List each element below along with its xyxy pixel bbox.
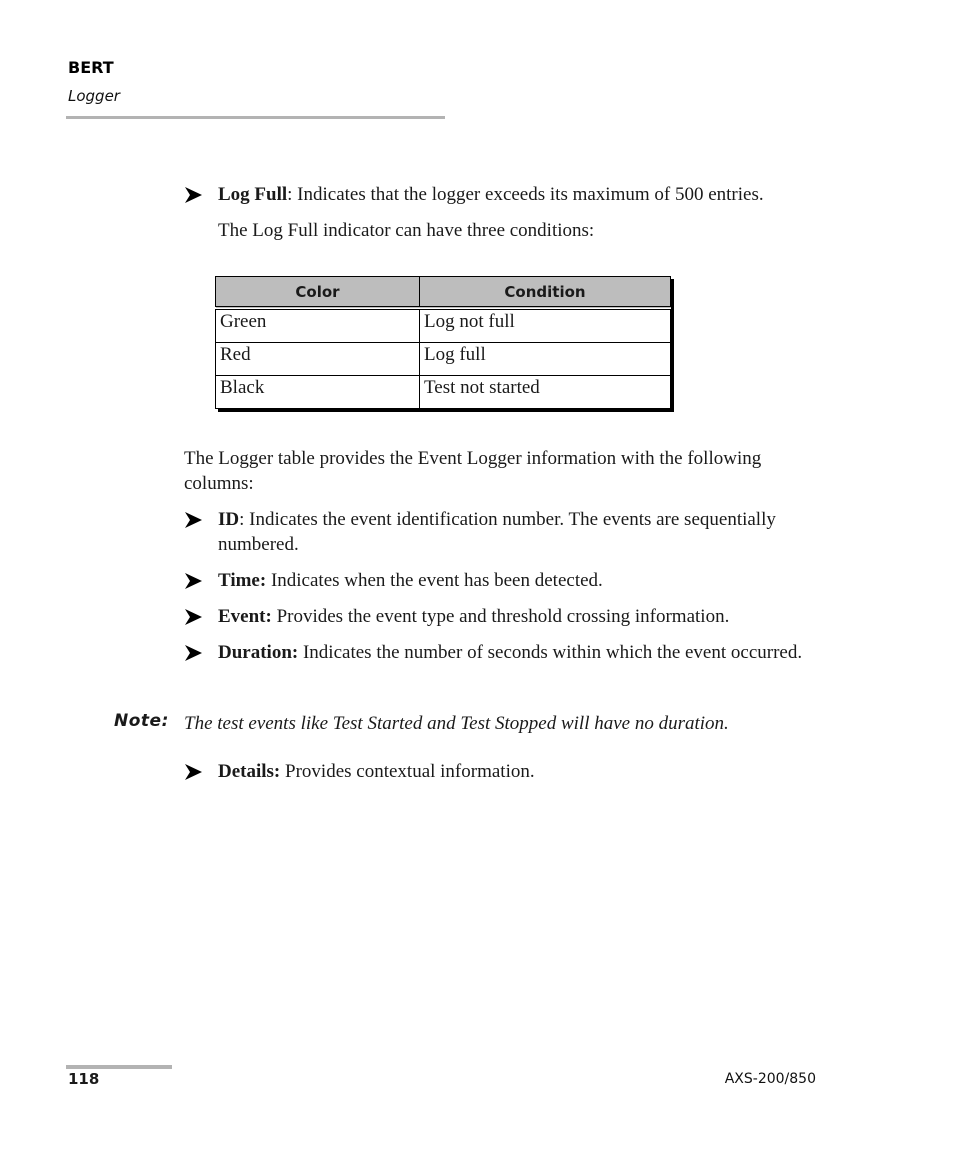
footer-rule [66, 1065, 172, 1069]
table-cell-condition: Log not full [420, 308, 671, 343]
bullet-term: Log Full [218, 184, 288, 205]
product-name: AXS-200/850 [724, 1071, 816, 1087]
bullet-term: ID [218, 509, 240, 530]
column-header-condition: Condition [420, 277, 671, 309]
page-number: 118 [68, 1070, 100, 1088]
bullet-term: Details: [218, 761, 281, 782]
table-cell-condition: Test not started [420, 376, 671, 409]
arrowhead-bullet-icon [184, 508, 204, 530]
arrowhead-bullet-icon [184, 641, 204, 663]
bullet-desc: : Indicates the event identification number. The events are sequentially numbered. [218, 509, 776, 555]
note-text: The test events like Test Started and Test Stopped will have no duration. [184, 713, 729, 734]
log-full-conditions-table [215, 276, 671, 409]
running-header-subtitle: Logger [68, 87, 120, 105]
bullet-desc: Provides contextual information. [280, 761, 535, 782]
table-cell-color: Red [216, 343, 420, 376]
running-header-title: BERT [68, 58, 114, 77]
bullet-desc: Indicates when the event has been detected. [266, 570, 603, 591]
arrowhead-bullet-icon [184, 569, 204, 591]
table-row [216, 308, 671, 343]
column-header-color: Color [216, 277, 420, 309]
logger-intro: The Logger table provides the Event Logger information with the following columns: [184, 448, 762, 494]
log-full-intro: The Log Full indicator can have three conditions: [218, 220, 595, 241]
bullet-term: Duration: [218, 642, 299, 663]
arrowhead-bullet-icon [184, 183, 204, 205]
arrowhead-bullet-icon [184, 605, 204, 627]
bullet-desc: : Indicates that the logger exceeds its maximum of 500 entries. [287, 184, 764, 205]
bullet-term: Time: [218, 570, 267, 591]
header-rule [66, 116, 445, 119]
table-header-row [216, 277, 671, 309]
note-label: Note: [114, 711, 169, 731]
arrowhead-bullet-icon [184, 760, 204, 782]
table-cell-color: Black [216, 376, 420, 409]
bullet-term: Event: [218, 606, 272, 627]
table-row [216, 376, 671, 409]
table-cell-color: Green [216, 308, 420, 343]
table-cell-condition: Log full [420, 343, 671, 376]
bullet-desc: Provides the event type and threshold crossing information. [271, 606, 730, 627]
bullet-desc: Indicates the number of seconds within which the event occurred. [298, 642, 803, 663]
table-row [216, 343, 671, 376]
